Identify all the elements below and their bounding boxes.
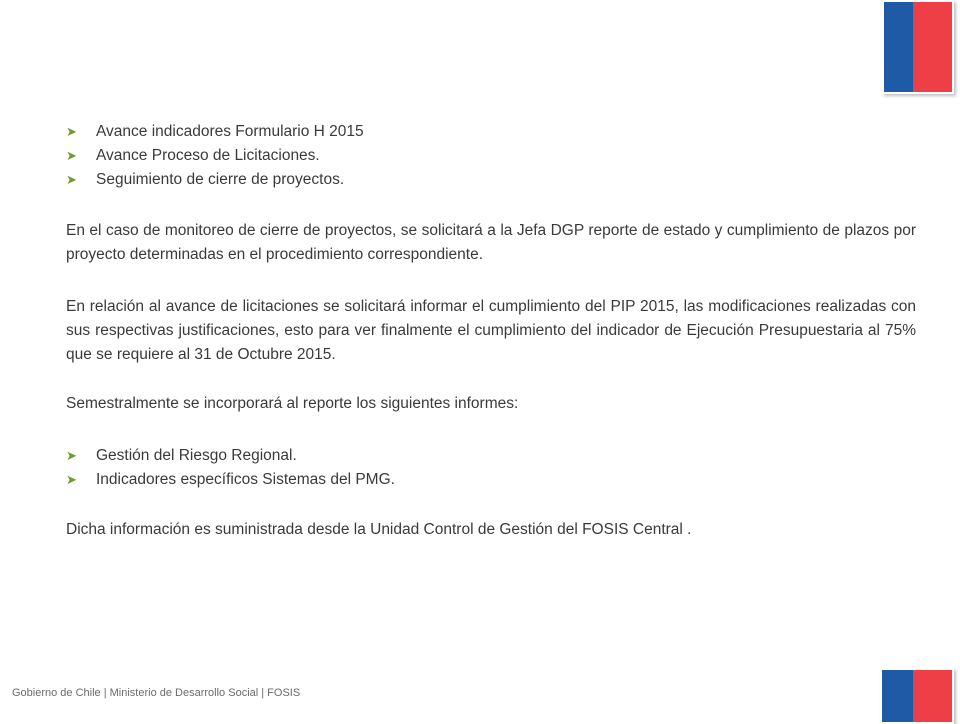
list-item: ➤ Seguimiento de cierre de proyectos.: [66, 168, 916, 192]
flag-blue-stripe: [884, 2, 913, 92]
flag-red-stripe: [913, 2, 952, 92]
chile-flag-logo-bottom: [880, 668, 954, 724]
paragraph-semestral: Semestralmente se incorporará al reporte los siguientes informes:: [66, 395, 519, 412]
slide-content: [66, 120, 916, 542]
flag-blue-stripe: [882, 670, 913, 722]
arrow-bullet-icon: ➤: [66, 124, 77, 139]
flag-red-stripe: [913, 670, 952, 722]
bottom-bullet-list: [66, 444, 916, 492]
paragraph-licitaciones: En relación al avance de licitaciones se solicitará informar el cumplimiento del PIP 2015, las modificaciones realizadas con sus respectivas justificaciones, esto para ver finalmente el cumplimiento del indicador de Ejecución Presupuestaria al 75% que se requiere al 31 de Octubre 2015.: [66, 298, 916, 363]
chile-flag-logo-top: [882, 0, 954, 94]
footer-text: Gobierno de Chile | Ministerio de Desarrollo Social | FOSIS: [12, 687, 301, 699]
arrow-bullet-icon: ➤: [66, 448, 77, 463]
arrow-bullet-icon: ➤: [66, 148, 77, 163]
top-bullet-list: [66, 120, 916, 192]
arrow-bullet-icon: ➤: [66, 472, 77, 487]
list-item: ➤ Indicadores específicos Sistemas del PMG.: [66, 468, 916, 492]
paragraph-fuente: Dicha información es suministrada desde la Unidad Control de Gestión del FOSIS Central .: [66, 521, 692, 538]
list-item: ➤ Avance indicadores Formulario H 2015: [66, 120, 916, 144]
list-item: ➤ Gestión del Riesgo Regional.: [66, 444, 916, 468]
list-item: ➤ Avance Proceso de Licitaciones.: [66, 144, 916, 168]
paragraph-cierre-proyectos: En el caso de monitoreo de cierre de proyectos, se solicitará a la Jefa DGP reporte de estado y cumplimiento de plazos por proyecto determinadas en el procedimiento correspondiente.: [66, 222, 916, 263]
arrow-bullet-icon: ➤: [66, 172, 77, 187]
